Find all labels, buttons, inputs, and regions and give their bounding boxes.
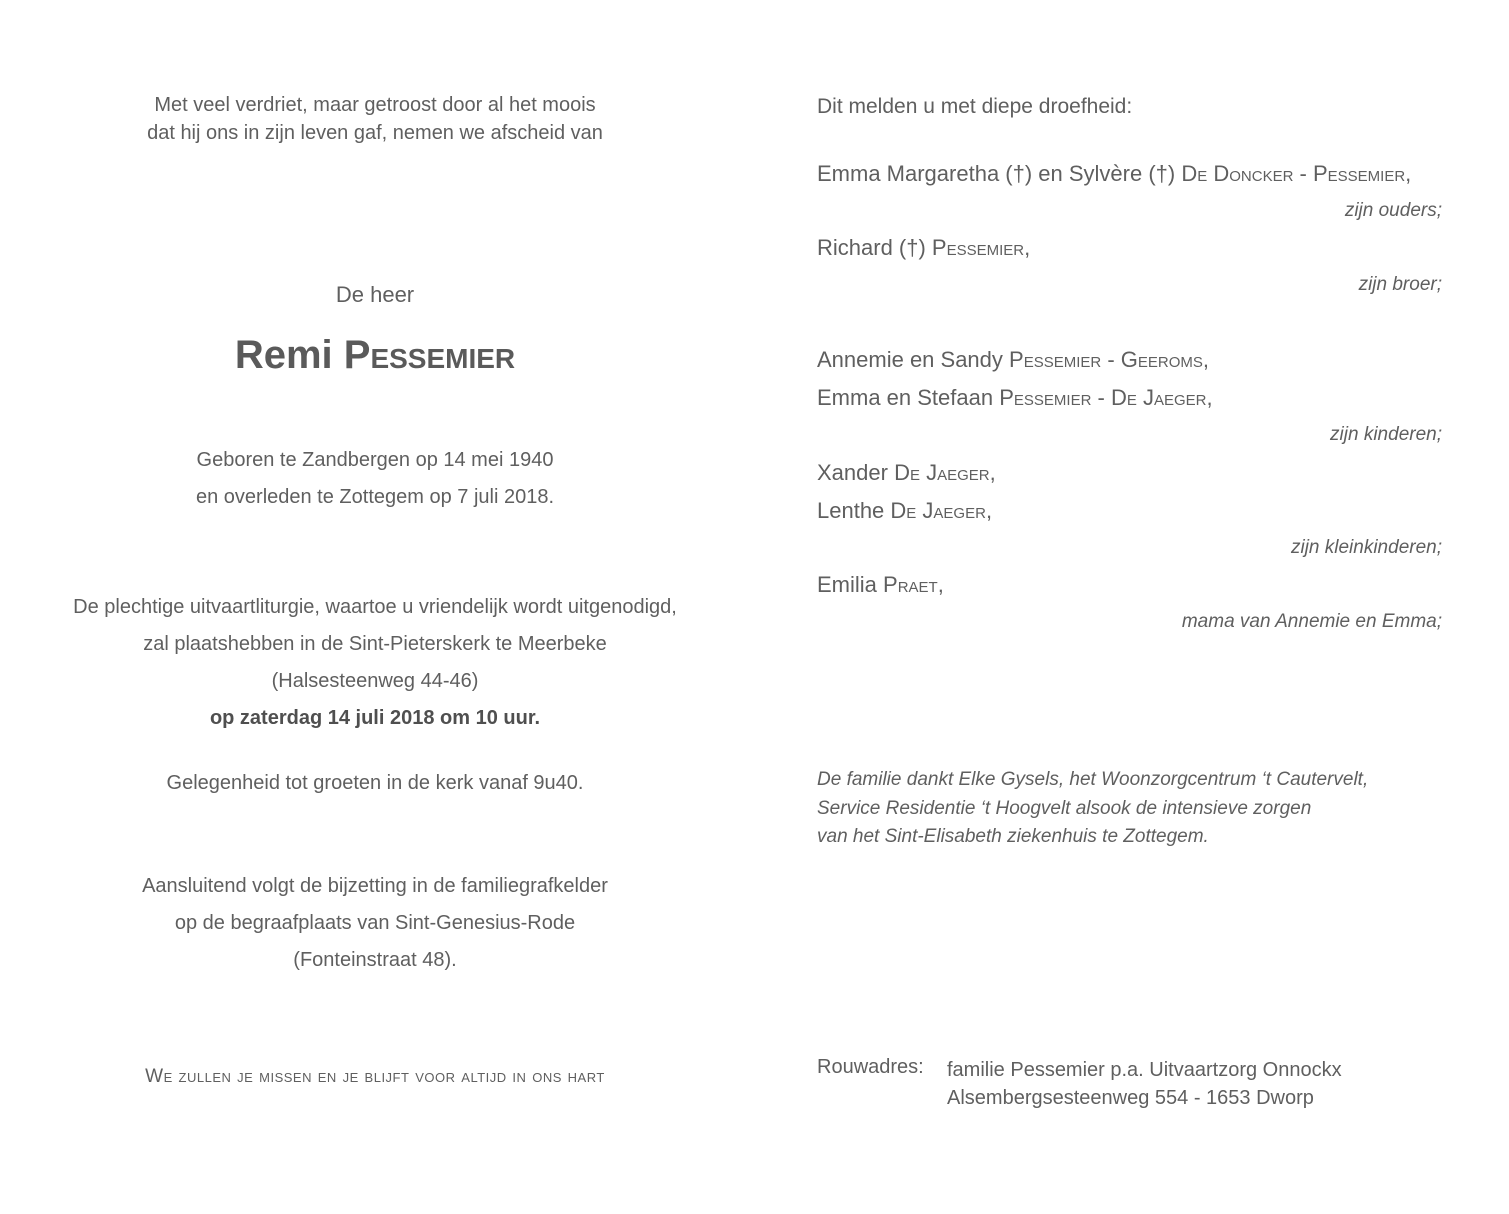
other-suffix: , bbox=[937, 572, 944, 597]
child-line-2 bbox=[817, 385, 1213, 411]
address-label: Rouwadres: bbox=[817, 1056, 924, 1078]
closing-line: We zullen je missen en je blijft voor altijd in ons hart bbox=[145, 1066, 605, 1087]
funeral-info bbox=[0, 589, 750, 737]
funeral-line-1: De plechtige uitvaartliturgie, waartoe u vriendelijk wordt uitgenodigd, bbox=[73, 596, 677, 618]
intro-line-2: dat hij ons in zijn leven gaf, nemen we afscheid van bbox=[147, 122, 603, 144]
child1-names: Annemie en Sandy bbox=[817, 347, 1010, 372]
child1-family: Pessemier - Geeroms bbox=[1009, 347, 1203, 372]
child2-names: Emma en Stefaan bbox=[817, 385, 1000, 410]
grandchild1-family: De Jaeger bbox=[894, 460, 990, 485]
grandchild2-suffix: , bbox=[985, 498, 993, 523]
last-name: Pessemier bbox=[343, 333, 516, 377]
first-name: Remi bbox=[234, 333, 333, 377]
address-line-2: Alsembergsesteenweg 554 - 1653 Dworp bbox=[947, 1087, 1314, 1109]
child1-suffix: , bbox=[1202, 347, 1210, 372]
intro-line-1: Met veel verdriet, maar getroost door al het moois bbox=[154, 94, 596, 116]
mourning-address bbox=[947, 1056, 1342, 1112]
parents-family: De Doncker - Pessemier bbox=[1181, 161, 1406, 186]
salutation: De heer bbox=[335, 282, 415, 307]
brother-family: Pessemier bbox=[931, 235, 1025, 260]
children-role: zijn kinderen; bbox=[1330, 424, 1442, 445]
burial-line-1: Aansluitend volgt de bijzetting in de familiegrafkelder bbox=[142, 875, 608, 897]
burial-line-2: op de begraafplaats van Sint-Genesius-Rode bbox=[174, 912, 576, 934]
brother-names: Richard (†) bbox=[817, 235, 932, 260]
grandchild2-names: Lenthe bbox=[817, 498, 891, 523]
thanks-text bbox=[817, 766, 1368, 852]
birth-line: Geboren te Zandbergen op 14 mei 1940 bbox=[196, 449, 554, 471]
funeral-line-2: zal plaatshebben in de Sint-Pieterskerk te Meerbeke bbox=[143, 633, 607, 655]
greeting-info: Gelegenheid tot groeten in de kerk vanaf 9u40. bbox=[166, 772, 584, 794]
grandchild-line-1 bbox=[817, 460, 996, 486]
other-names: Emilia bbox=[817, 572, 884, 597]
intro-text bbox=[0, 91, 750, 147]
other-family: Praet bbox=[883, 572, 938, 597]
life-dates bbox=[0, 442, 750, 516]
parents-names: Emma Margaretha (†) en Sylvère (†) bbox=[817, 161, 1182, 186]
child2-family: Pessemier - De Jaeger bbox=[999, 385, 1207, 410]
right-panel bbox=[780, 0, 1509, 1214]
grandchild2-family: De Jaeger bbox=[890, 498, 986, 523]
grandchild1-suffix: , bbox=[989, 460, 996, 485]
brother-role: zijn broer; bbox=[1358, 274, 1442, 295]
other-line bbox=[817, 572, 944, 598]
thanks-line-3: van het Sint-Elisabeth ziekenhuis te Zottegem. bbox=[817, 826, 1209, 847]
child2-suffix: , bbox=[1206, 385, 1213, 410]
funeral-line-3: (Halsesteenweg 44-46) bbox=[271, 670, 479, 692]
deceased-name bbox=[0, 333, 750, 378]
left-panel bbox=[0, 0, 750, 1214]
parents-role: zijn ouders; bbox=[1344, 200, 1442, 221]
grandchild1-names: Xander bbox=[817, 460, 895, 485]
brother-line bbox=[817, 235, 1030, 261]
grandchildren-role: zijn kleinkinderen; bbox=[1290, 537, 1442, 558]
address-line-1: familie Pessemier p.a. Uitvaartzorg Onnockx bbox=[947, 1059, 1342, 1081]
burial-line-3: (Fonteinstraat 48). bbox=[293, 949, 457, 971]
thanks-line-2: Service Residentie ‘t Hoogvelt alsook de intensieve zorgen bbox=[817, 797, 1312, 819]
thanks-line-1: De familie dankt Elke Gysels, het Woonzorgcentrum ‘t Cautervelt, bbox=[817, 769, 1369, 790]
funeral-date: op zaterdag 14 juli 2018 om 10 uur. bbox=[209, 707, 541, 729]
death-line: en overleden te Zottegem op 7 juli 2018. bbox=[195, 486, 555, 508]
parents-line bbox=[817, 161, 1411, 187]
brother-suffix: , bbox=[1024, 235, 1031, 260]
child-line-1 bbox=[817, 347, 1209, 373]
announcement: Dit melden u met diepe droefheid: bbox=[817, 95, 1133, 118]
burial-info bbox=[0, 868, 750, 979]
parents-suffix: , bbox=[1405, 161, 1412, 186]
grandchild-line-2 bbox=[817, 498, 992, 524]
other-role: mama van Annemie en Emma; bbox=[1181, 611, 1442, 632]
